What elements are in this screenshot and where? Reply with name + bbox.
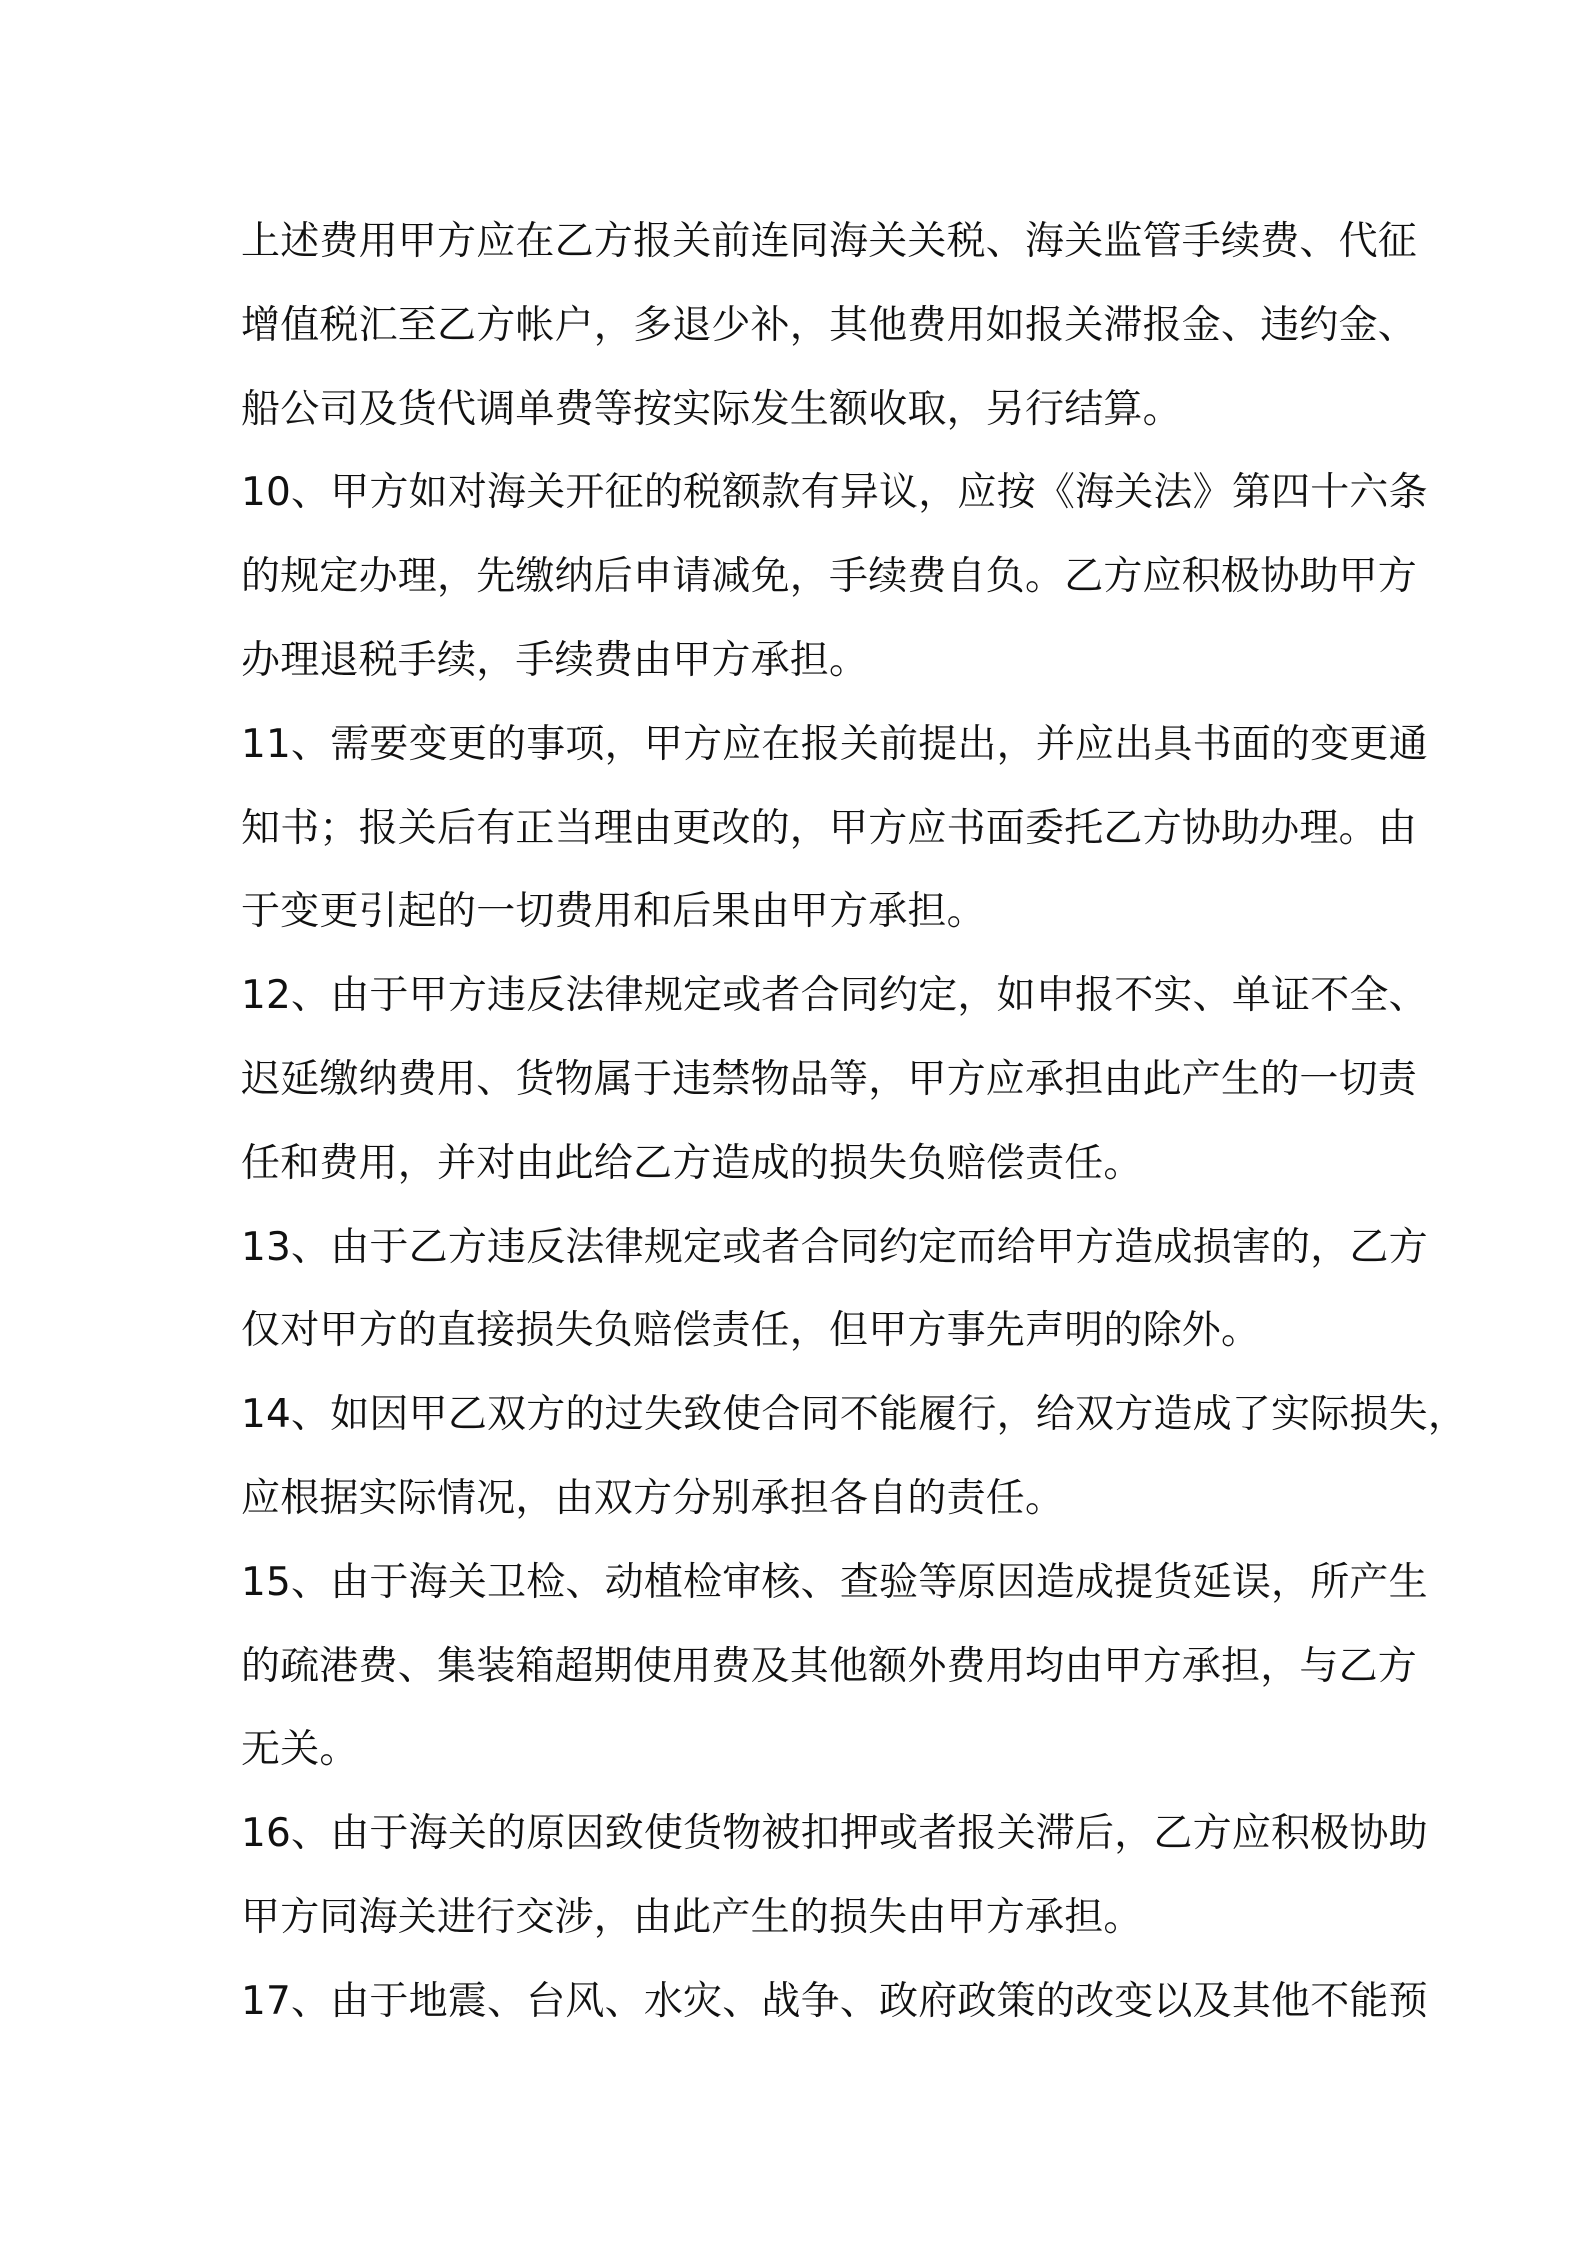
- text-line: 甲方同海关进行交涉，由此产生的损失由甲方承担。: [241, 1894, 1143, 1940]
- paragraph-clause-10: [241, 451, 1428, 702]
- paragraph-fee-payment: [241, 200, 1418, 451]
- text-line: 的规定办理，先缴纳后申请减免，手续费自负。乙方应积极协助甲方: [241, 554, 1418, 600]
- paragraph-clause-14: [241, 1373, 1468, 1541]
- text-line: 14、如因甲乙双方的过失致使合同不能履行，给双方造成了实际损失，: [241, 1392, 1468, 1438]
- document-body: [241, 200, 1468, 2044]
- paragraph-clause-12: [241, 954, 1428, 1205]
- text-line: 办理退税手续，手续费由甲方承担。: [241, 637, 869, 683]
- text-line: 15、由于海关卫检、动植检审核、查验等原因造成提货延误，所产生: [241, 1559, 1428, 1605]
- text-line: 的疏港费、集装箱超期使用费及其他额外费用均由甲方承担，与乙方: [241, 1643, 1418, 1689]
- text-line: 迟延缴纳费用、货物属于违禁物品等，甲方应承担由此产生的一切责: [241, 1056, 1418, 1102]
- text-line: 增值税汇至乙方帐户，多退少补，其他费用如报关滞报金、违约金、: [241, 302, 1418, 348]
- text-line: 任和费用，并对由此给乙方造成的损失负赔偿责任。: [241, 1140, 1143, 1186]
- paragraph-clause-13: [241, 1206, 1428, 1374]
- text-line: 16、由于海关的原因致使货物被扣押或者报关滞后，乙方应积极协助: [241, 1811, 1428, 1857]
- text-line: 知书；报关后有正当理由更改的，甲方应书面委托乙方协助办理。由: [241, 805, 1418, 851]
- text-line: 10、甲方如对海关开征的税额款有异议，应按《海关法》第四十六条: [241, 470, 1428, 516]
- text-line: 应根据实际情况，由双方分别承担各自的责任。: [241, 1475, 1065, 1521]
- text-line: 无关。: [241, 1727, 359, 1773]
- paragraph-clause-16: [241, 1792, 1428, 1960]
- text-line: 17、由于地震、台风、水灾、战争、政府政策的改变以及其他不能预: [241, 1978, 1428, 2024]
- paragraph-clause-15: [241, 1541, 1428, 1792]
- text-line: 上述费用甲方应在乙方报关前连同海关关税、海关监管手续费、代征: [241, 219, 1418, 264]
- text-line: 11、需要变更的事项，甲方应在报关前提出，并应出具书面的变更通: [241, 721, 1428, 767]
- text-line: 仅对甲方的直接损失负赔偿责任，但甲方事先声明的除外。: [241, 1308, 1261, 1354]
- paragraph-clause-17: [241, 1960, 1428, 2044]
- paragraph-clause-11: [241, 703, 1428, 954]
- text-line: 13、由于乙方违反法律规定或者合同约定而给甲方造成损害的，乙方: [241, 1224, 1428, 1270]
- text-line: 12、由于甲方违反法律规定或者合同约定，如申报不实、单证不全、: [241, 973, 1428, 1019]
- text-line: 船公司及货代调单费等按实际发生额收取，另行结算。: [241, 386, 1182, 432]
- text-line: 于变更引起的一切费用和后果由甲方承担。: [241, 889, 986, 935]
